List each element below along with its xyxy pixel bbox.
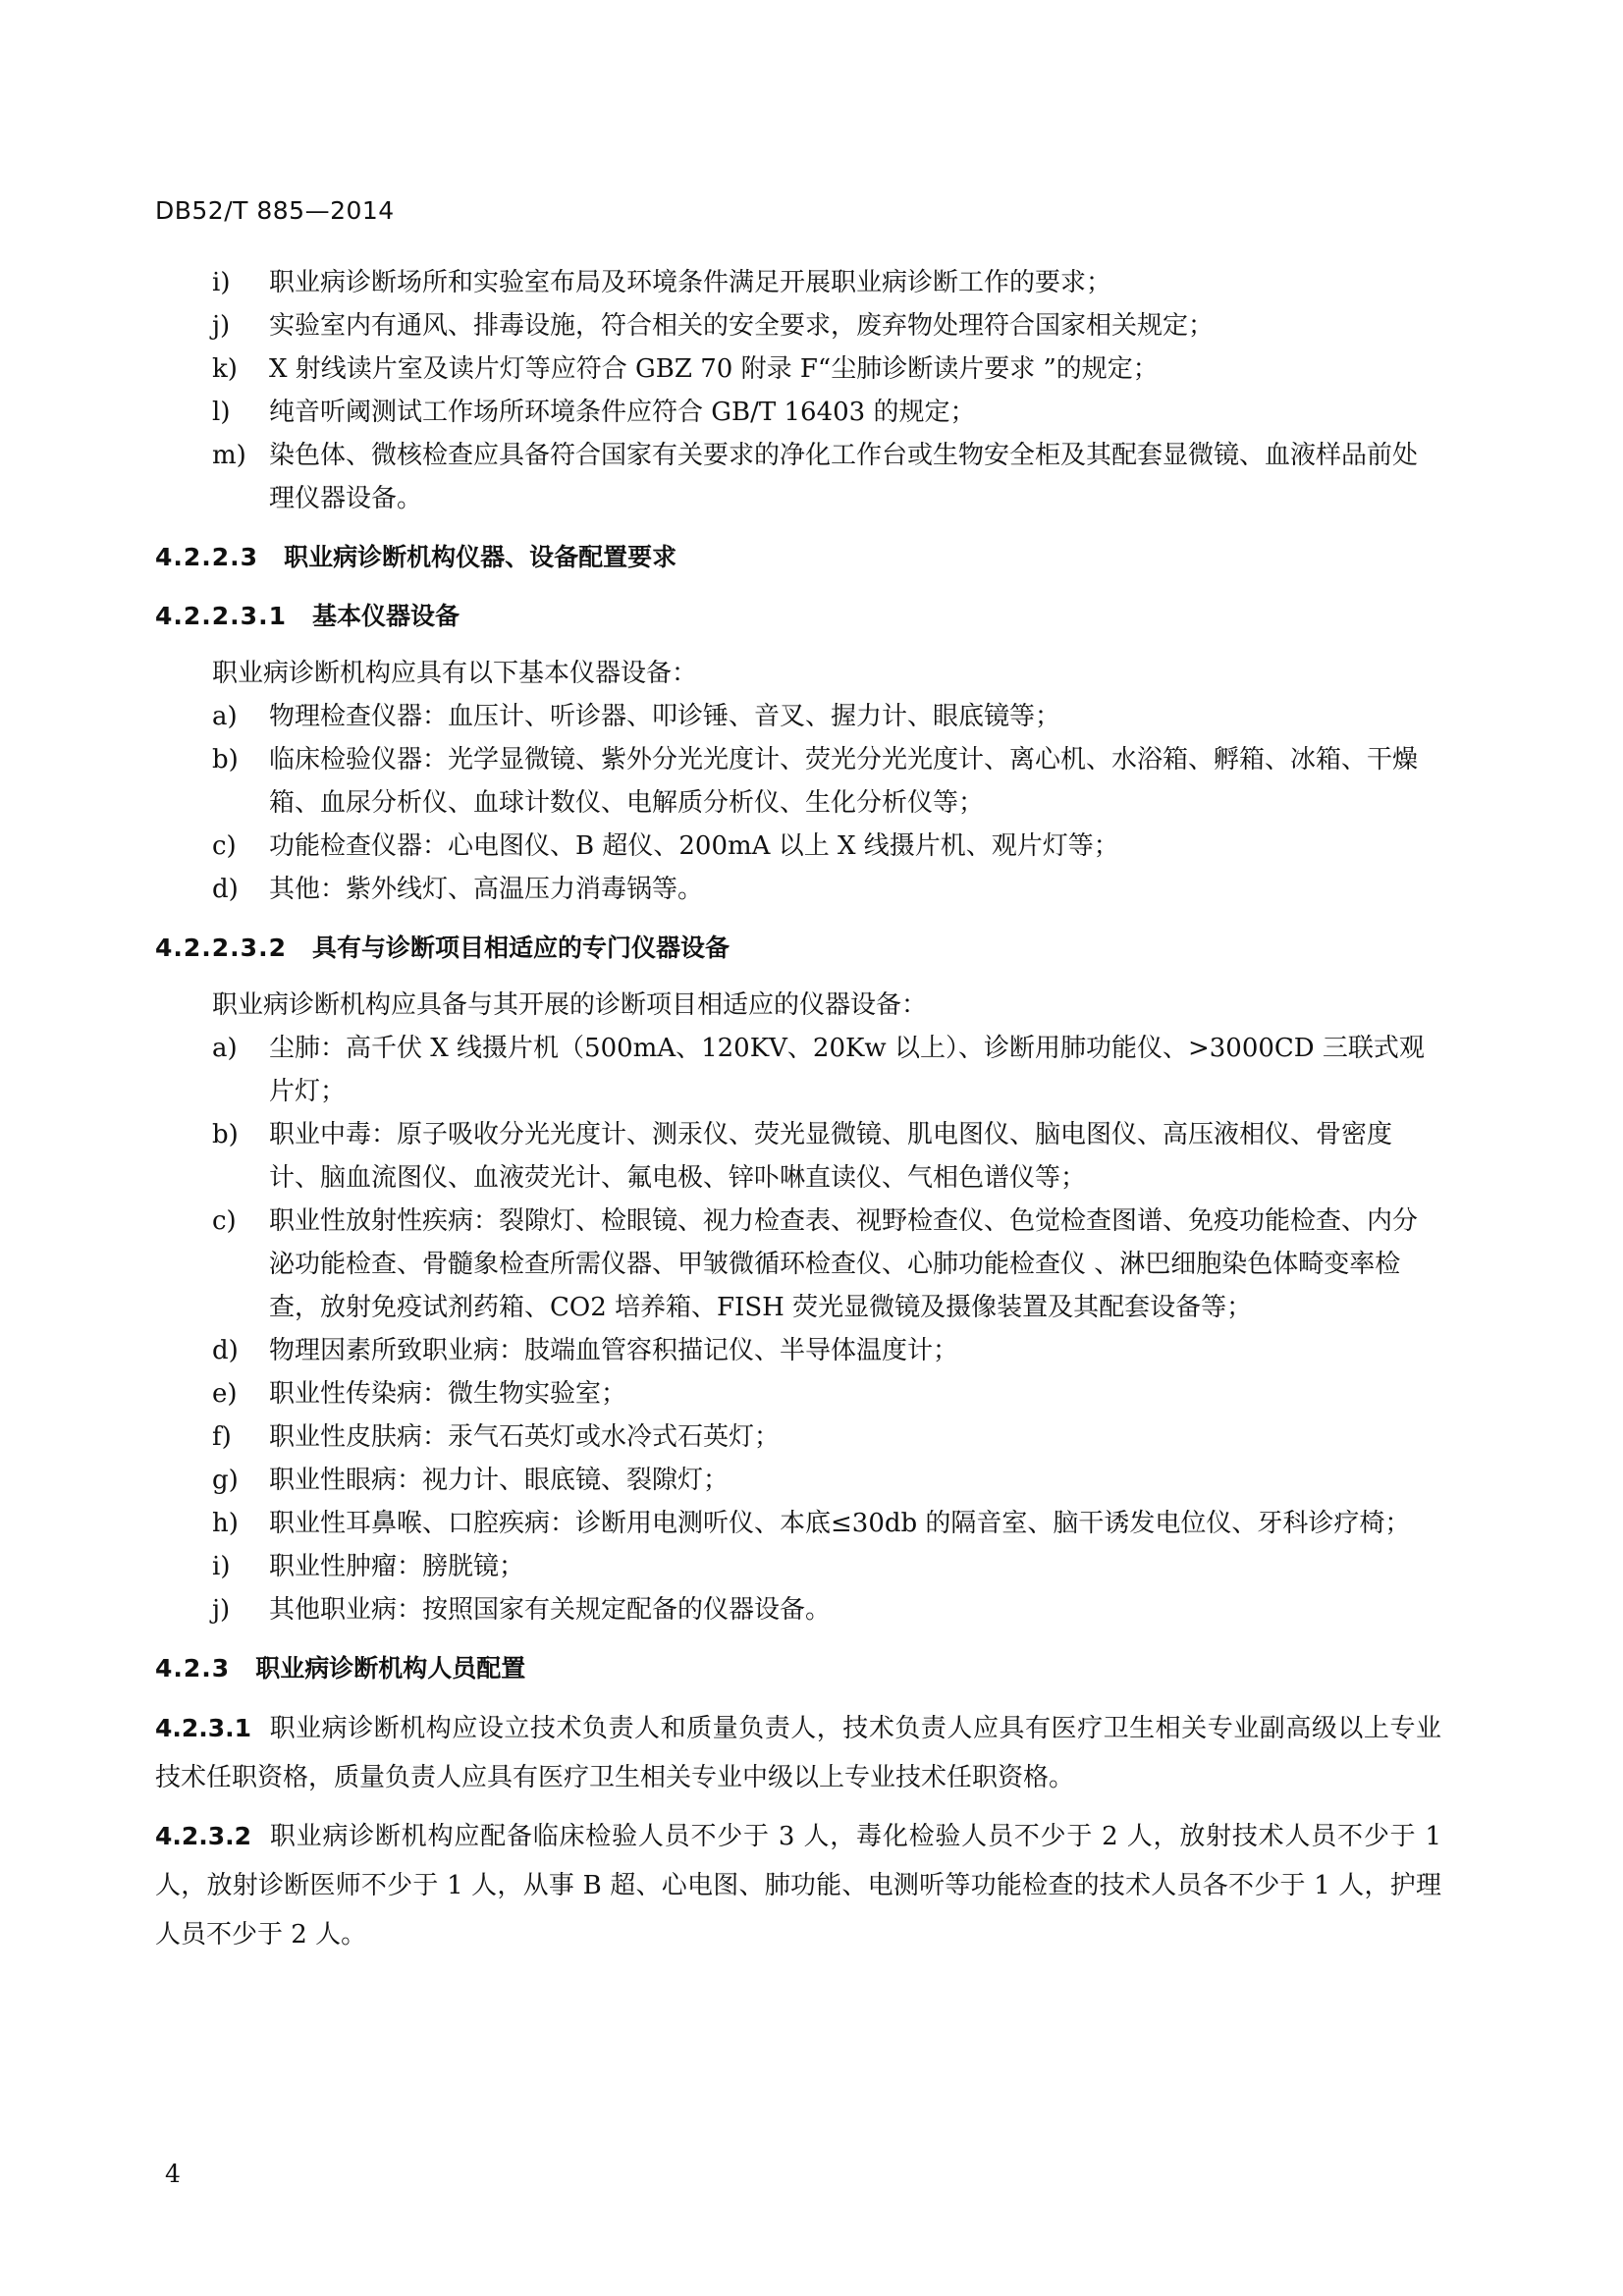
item-text: 职业中毒：原子吸收分光光度计、测汞仪、荧光显微镜、肌电图仪、脑电图仪、高压液相仪、骨密度计、脑血流图仪、血液荧光计、氟电极、锌卟啉直读仪、气相色谱仪等； xyxy=(269,1120,1393,1193)
item-text: 职业性放射性疾病：裂隙灯、检眼镜、视力检查表、视野检查仪、色觉检查图谱、免疫功能检查、内分泌功能检查、骨髓象检查所需仪器、甲皱微循环检查仪、心肺功能检查仪 、淋巴细胞染色体畸变率检查，放射免疫试剂药箱、CO2 培养箱、FISH 荧光显微镜及摄像装置及其配套设备等； xyxy=(269,1206,1419,1322)
section-number: 4.2.3 xyxy=(155,1654,231,1682)
clause-paragraph xyxy=(155,1704,1441,1802)
list-item xyxy=(155,434,1441,520)
item-label: i) xyxy=(212,1552,231,1581)
section-title: 具有与诊断项目相适应的专门仪器设备 xyxy=(311,934,730,962)
item-text: 其他职业病：按照国家有关规定配备的仪器设备。 xyxy=(269,1595,832,1625)
list-item xyxy=(155,391,1441,434)
clause-number: 4.2.3.1 xyxy=(155,1714,252,1742)
page-number: 4 xyxy=(165,2160,181,2188)
section-number: 4.2.2.3.2 xyxy=(155,934,287,962)
item-label: d) xyxy=(212,875,239,904)
section-heading xyxy=(155,927,1441,970)
item-text: 纯音听阈测试工作场所环境条件应符合 GB/T 16403 的规定； xyxy=(269,398,976,427)
item-label: a) xyxy=(212,702,238,731)
item-text: 物理因素所致职业病：肢端血管容积描记仪、半导体温度计； xyxy=(269,1336,959,1365)
list-item xyxy=(155,1588,1441,1631)
item-text: 物理检查仪器：血压计、听诊器、叩诊锤、音叉、握力计、眼底镜等； xyxy=(269,702,1061,731)
item-text: 职业性耳鼻喉、口腔疾病：诊断用电测听仪、本底≤30db 的隔音室、脑干诱发电位仪、牙科诊疗椅； xyxy=(269,1509,1411,1538)
list-item xyxy=(155,1545,1441,1588)
section-heading xyxy=(155,536,1441,579)
list-item xyxy=(155,738,1441,825)
list-item xyxy=(155,1113,1441,1200)
clause-text: 职业病诊断机构应设立技术负责人和质量负责人，技术负责人应具有医疗卫生相关专业副高级以上专业技术任职资格，质量负责人应具有医疗卫生相关专业中级以上专业技术任职资格。 xyxy=(155,1714,1441,1792)
clause-text: 职业病诊断机构应配备临床检验人员不少于 3 人，毒化检验人员不少于 2 人，放射技术人员不少于 1 人，放射诊断医师不少于 1 人，从事 B 超、心电图、肺功能、电测听等功能检查的技术人员各不少于 1 人，护理人员不少于 2 人。 xyxy=(155,1822,1441,1949)
item-label: b) xyxy=(212,1120,239,1149)
list-environment xyxy=(155,261,1441,520)
section-heading xyxy=(155,595,1441,638)
item-label: f) xyxy=(212,1422,232,1452)
clause-paragraph xyxy=(155,1812,1441,1959)
item-text: 职业性眼病：视力计、眼底镜、裂隙灯； xyxy=(269,1466,730,1495)
item-text: 职业性肿瘤：膀胱镜； xyxy=(269,1552,525,1581)
list-item xyxy=(155,261,1441,304)
list-item xyxy=(155,1502,1441,1545)
item-label: j) xyxy=(212,1595,231,1625)
item-label: m) xyxy=(212,441,246,470)
list-special-equipment xyxy=(155,1027,1441,1631)
item-label: d) xyxy=(212,1336,239,1365)
section-title: 职业病诊断机构仪器、设备配置要求 xyxy=(284,543,677,571)
section-heading xyxy=(155,1647,1441,1690)
item-text: 职业性皮肤病：汞气石英灯或水冷式石英灯； xyxy=(269,1422,781,1452)
item-label: l) xyxy=(212,398,231,427)
document-header: DB52/T 885—2014 xyxy=(155,196,395,225)
item-text: 其他：紫外线灯、高温压力消毒锅等。 xyxy=(269,875,704,904)
item-text: 功能检查仪器：心电图仪、B 超仪、200mA 以上 X 线摄片机、观片灯等； xyxy=(269,831,1119,861)
clause-number: 4.2.3.2 xyxy=(155,1822,252,1850)
item-text: 职业病诊断场所和实验室布局及环境条件满足开展职业病诊断工作的要求； xyxy=(269,268,1112,297)
section-number: 4.2.2.3.1 xyxy=(155,602,287,630)
item-text: 职业性传染病：微生物实验室； xyxy=(269,1379,627,1409)
item-label: a) xyxy=(212,1034,238,1063)
list-item xyxy=(155,1200,1441,1329)
item-label: i) xyxy=(212,268,231,297)
list-item xyxy=(155,1372,1441,1415)
item-text: 实验室内有通风、排毒设施，符合相关的安全要求，废弃物处理符合国家相关规定； xyxy=(269,311,1215,341)
item-label: g) xyxy=(212,1466,239,1495)
item-label: h) xyxy=(212,1509,239,1538)
list-item xyxy=(155,347,1441,391)
list-item xyxy=(155,304,1441,347)
item-text: 临床检验仪器：光学显微镜、紫外分光光度计、荧光分光光度计、离心机、水浴箱、孵箱、冰箱、干燥箱、血尿分析仪、血球计数仪、电解质分析仪、生化分析仪等； xyxy=(269,745,1419,818)
list-item xyxy=(155,1459,1441,1502)
section-title: 基本仪器设备 xyxy=(311,602,460,630)
item-text: X 射线读片室及读片灯等应符合 GBZ 70 附录 F“尘肺诊断读片要求 ”的规定； xyxy=(269,354,1159,384)
item-label: c) xyxy=(212,1206,237,1236)
item-label: b) xyxy=(212,745,239,774)
item-text: 尘肺：高千伏 X 线摄片机（500mA、120KV、20Kw 以上）、诊断用肺功能仪、>3000CD 三联式观片灯； xyxy=(269,1034,1425,1106)
list-item xyxy=(155,695,1441,738)
list-item xyxy=(155,1415,1441,1459)
intro-text: 职业病诊断机构应具备与其开展的诊断项目相适应的仪器设备： xyxy=(212,990,928,1020)
list-item xyxy=(155,868,1441,911)
intro-text: 职业病诊断机构应具有以下基本仪器设备： xyxy=(212,659,698,688)
item-label: j) xyxy=(212,311,231,341)
document-body xyxy=(155,261,1441,1959)
item-label: c) xyxy=(212,831,237,861)
section-title: 职业病诊断机构人员配置 xyxy=(255,1654,526,1682)
item-label: k) xyxy=(212,354,238,384)
item-text: 染色体、微核检查应具备符合国家有关要求的净化工作台或生物安全柜及其配套显微镜、血液样品前处理仪器设备。 xyxy=(269,441,1419,513)
list-item xyxy=(155,1027,1441,1113)
section-number: 4.2.2.3 xyxy=(155,543,259,571)
list-item xyxy=(155,1329,1441,1372)
list-item xyxy=(155,825,1441,868)
list-basic-equipment xyxy=(155,695,1441,911)
item-label: e) xyxy=(212,1379,238,1409)
